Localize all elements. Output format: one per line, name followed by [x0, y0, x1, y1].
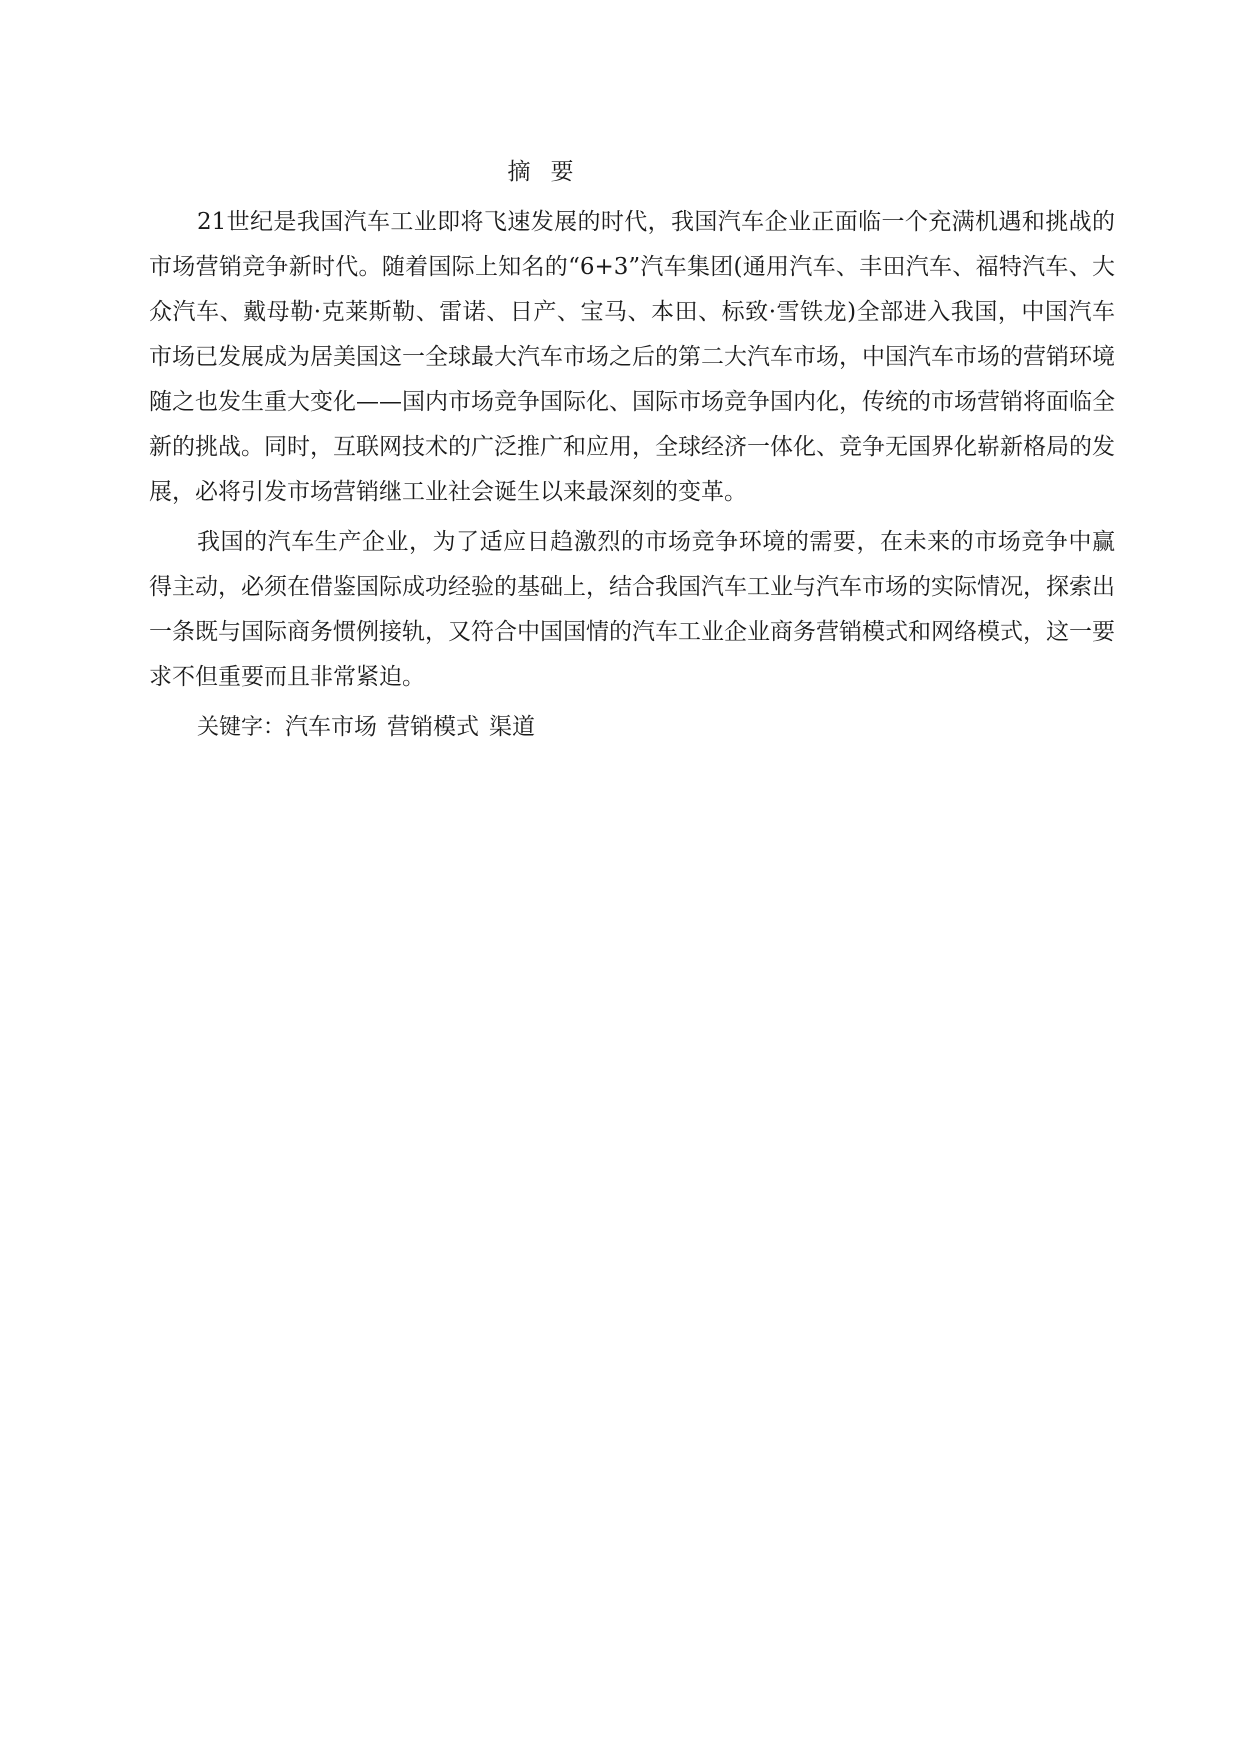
abstract-body — [149, 200, 1115, 750]
keyword: 营销模式 — [387, 714, 480, 740]
keyword: 渠道 — [489, 714, 536, 740]
abstract-title: 摘要 — [507, 159, 594, 185]
abstract-paragraph: 21世纪是我国汽车工业即将飞速发展的时代，我国汽车企业正面临一个充满机遇和挑战的市场营销竞争新时代。随着国际上知名的“6+3”汽车集团(通用汽车、丰田汽车、福特汽车、大众汽车、戴母勒·克莱斯勒、雷诺、日产、宝马、本田、标致·雪铁龙)全部进入我国，中国汽车市场已发展成为居美国这一全球最大汽车市场之后的第二大汽车市场，中国汽车市场的营销环境随之也发生重大变化——国内市场竞争国际化、国际市场竞争国内化，传统的市场营销将面临全新的挑战。同时，互联网技术的广泛推广和应用，全球经济一体化、竞争无国界化崭新格局的发展，必将引发市场营销继工业社会诞生以来最深刻的变革。 — [149, 209, 1115, 505]
keyword: 汽车市场 — [285, 714, 378, 740]
abstract-paragraph: 我国的汽车生产企业，为了适应日趋激烈的市场竞争环境的需要，在未来的市场竞争中赢得主动，必须在借鉴国际成功经验的基础上，结合我国汽车工业与汽车市场的实际情况，探索出一条既与国际商务惯例接轨，又符合中国国情的汽车工业企业商务营销模式和网络模式，这一要求不但重要而且非常紧迫。 — [149, 529, 1115, 690]
keywords-line — [149, 705, 1115, 750]
keywords-label: 关键字： — [197, 715, 286, 740]
